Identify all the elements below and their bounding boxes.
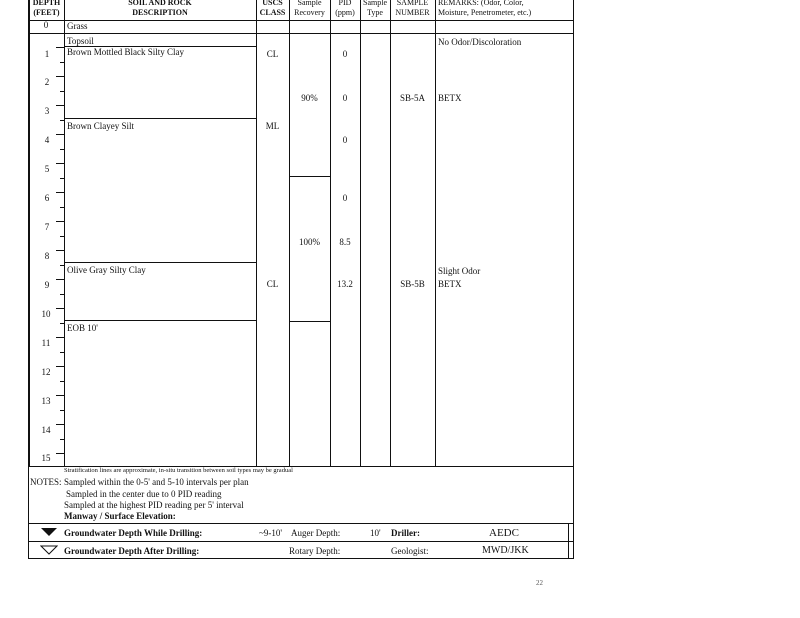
pid-value: 0 xyxy=(342,93,348,103)
footer-line-1 xyxy=(28,523,573,524)
header-uscs-line1: USCS xyxy=(262,0,283,7)
recovery-value: 100% xyxy=(299,237,320,247)
header-sample-number xyxy=(390,0,435,18)
depth-label: 6 xyxy=(44,193,50,203)
header-recovery-line1: Sample xyxy=(297,0,322,7)
depth-label: 13 xyxy=(41,396,51,406)
stratum-layer3: Olive Gray Silty Clay xyxy=(67,265,146,275)
header-description xyxy=(64,0,256,18)
note-line: Sampled at the highest PID reading per 5' interval xyxy=(64,500,244,510)
header-pid-line2: (ppm) xyxy=(335,8,355,17)
notes-label: NOTES: xyxy=(30,477,62,487)
stratum-grass: Grass xyxy=(67,21,88,31)
header-uscs xyxy=(256,0,289,18)
layer2-line xyxy=(64,118,256,119)
stratum-topsoil: Topsoil xyxy=(67,36,94,46)
header-depth-line1: DEPTH xyxy=(32,0,61,7)
depth-label: 9 xyxy=(44,280,50,290)
uscs-column-divider xyxy=(289,0,290,466)
header-uscs-line2: CLASS xyxy=(259,8,286,17)
stratification-note: Stratification lines are approximate, in-situ transition between soil types may be gradual xyxy=(64,467,293,474)
pid-value: 0 xyxy=(342,135,348,145)
uscs-value: CL xyxy=(266,279,279,289)
recovery-break-1 xyxy=(289,176,330,177)
depth-half-tick xyxy=(60,178,64,179)
pid-column-divider xyxy=(360,0,361,466)
depth-label: 15 xyxy=(41,453,51,463)
depth-tick xyxy=(56,366,64,367)
depth-tick xyxy=(56,424,64,425)
page-mark: 22 xyxy=(536,579,543,587)
header-remarks-line1: REMARKS: (Odor, Color, xyxy=(438,0,524,7)
header-depth xyxy=(29,0,64,18)
depth-tick xyxy=(56,76,64,77)
geologist-value: MWD/JKK xyxy=(482,545,529,556)
remark: No Odor/Discoloration xyxy=(438,37,522,47)
groundwater-while-icon xyxy=(40,524,58,542)
depth-label: 12 xyxy=(41,367,51,377)
snum-column-divider xyxy=(435,0,436,466)
driller-label: Driller: xyxy=(391,528,420,538)
header-snum-line2: NUMBER xyxy=(395,8,430,17)
depth-label: 14 xyxy=(41,425,51,435)
header-remarks xyxy=(438,0,573,18)
auger-depth-value: 10' xyxy=(370,528,381,538)
gw-while-label: Groundwater Depth While Drilling: xyxy=(64,528,203,538)
footer-line-2 xyxy=(28,541,573,542)
stratum-layer1: Brown Mottled Black Silty Clay xyxy=(67,47,184,57)
pid-value: 0 xyxy=(342,49,348,59)
depth-label: 10 xyxy=(41,309,51,319)
uscs-value: ML xyxy=(265,121,280,131)
depth-tick xyxy=(56,453,64,454)
remark: BETX xyxy=(438,279,462,289)
header-stype-line2: Type xyxy=(367,8,383,17)
depth-half-tick xyxy=(60,236,64,237)
depth-tick xyxy=(56,192,64,193)
header-pid-line1: PID xyxy=(338,0,352,7)
header-remarks-line2: Moisture, Penetrometer, etc.) xyxy=(438,8,532,17)
header-desc-line2: DESCRIPTION xyxy=(132,8,188,17)
depth-half-tick xyxy=(60,410,64,411)
eob-line xyxy=(64,320,256,321)
header-sample-type xyxy=(360,0,390,18)
header-stype-line1: Sample xyxy=(363,0,387,7)
depth-label: 11 xyxy=(41,338,51,348)
depth-label: 8 xyxy=(44,251,50,261)
depth-tick xyxy=(56,337,64,338)
depth-label: 1 xyxy=(44,49,50,59)
driller-value: AEDC xyxy=(489,527,519,539)
depth-tick xyxy=(56,47,64,48)
recovery-break-2 xyxy=(289,321,330,322)
auger-depth-label: Auger Depth: xyxy=(291,528,341,538)
depth-column-divider xyxy=(64,0,65,466)
desc-column-divider xyxy=(256,0,257,466)
depth-tick xyxy=(56,279,64,280)
depth-half-tick xyxy=(60,294,64,295)
header-pid xyxy=(330,0,360,18)
recovery-value: 90% xyxy=(301,93,318,103)
table-right-border xyxy=(573,0,574,559)
remark: Slight Odor xyxy=(438,266,481,276)
grass-line xyxy=(28,33,573,34)
header-snum-line1: SAMPLE xyxy=(396,0,429,7)
depth-half-tick xyxy=(60,323,64,324)
depth-half-tick xyxy=(60,352,64,353)
note-line: Sampled in the center due to 0 PID reading xyxy=(66,489,222,499)
depth-label: 5 xyxy=(44,164,50,174)
stratum-eob: EOB 10' xyxy=(67,323,98,333)
depth-half-tick xyxy=(60,439,64,440)
stype-column-divider xyxy=(390,0,391,466)
gw-after-label: Groundwater Depth After Drilling: xyxy=(64,546,200,556)
header-recovery-line2: Recovery xyxy=(294,8,325,17)
footer-line-3 xyxy=(28,558,573,559)
depth-tick xyxy=(56,163,64,164)
remark: BETX xyxy=(438,93,462,103)
depth-half-tick xyxy=(60,62,64,63)
table-left-border-inner xyxy=(29,0,30,466)
uscs-value: CL xyxy=(266,49,279,59)
depth-tick xyxy=(56,308,64,309)
recovery-column-divider xyxy=(330,0,331,466)
depth-half-tick xyxy=(60,149,64,150)
pid-value: 8.5 xyxy=(339,237,351,247)
depth-label: 7 xyxy=(44,222,50,232)
depth-tick xyxy=(56,221,64,222)
manway-label: Manway / Surface Elevation: xyxy=(64,511,176,521)
depth-tick xyxy=(56,250,64,251)
groundwater-after-icon xyxy=(40,542,58,560)
header-desc-line1: SOIL AND ROCK xyxy=(128,0,192,7)
layer3-line xyxy=(64,262,256,263)
rotary-depth-label: Rotary Depth: xyxy=(289,546,341,556)
depth-tick xyxy=(56,134,64,135)
sample-number: SB-5B xyxy=(400,279,425,289)
depth-label: 3 xyxy=(44,106,50,116)
depth-label: 2 xyxy=(44,77,50,87)
depth-half-tick xyxy=(60,207,64,208)
header-bottom-line xyxy=(28,20,573,21)
depth-half-tick xyxy=(60,120,64,121)
pid-value: 13.2 xyxy=(337,279,353,289)
depth-tick xyxy=(56,395,64,396)
depth-half-tick xyxy=(60,91,64,92)
sample-number: SB-5A xyxy=(399,93,425,103)
depth-label: 0 xyxy=(43,20,49,30)
header-depth-line2: (FEET) xyxy=(33,8,60,17)
depth-tick xyxy=(56,105,64,106)
depth-half-tick xyxy=(60,381,64,382)
depth-label: 4 xyxy=(44,135,50,145)
gw-while-value: ~9-10' xyxy=(259,528,282,538)
note-line: Sampled within the 0-5' and 5-10 intervals per plan xyxy=(64,477,249,487)
pid-value: 0 xyxy=(342,193,348,203)
header-recovery xyxy=(289,0,330,18)
geologist-label: Geologist: xyxy=(391,546,429,556)
stratum-layer2: Brown Clayey Silt xyxy=(67,121,134,131)
depth-half-tick xyxy=(60,265,64,266)
